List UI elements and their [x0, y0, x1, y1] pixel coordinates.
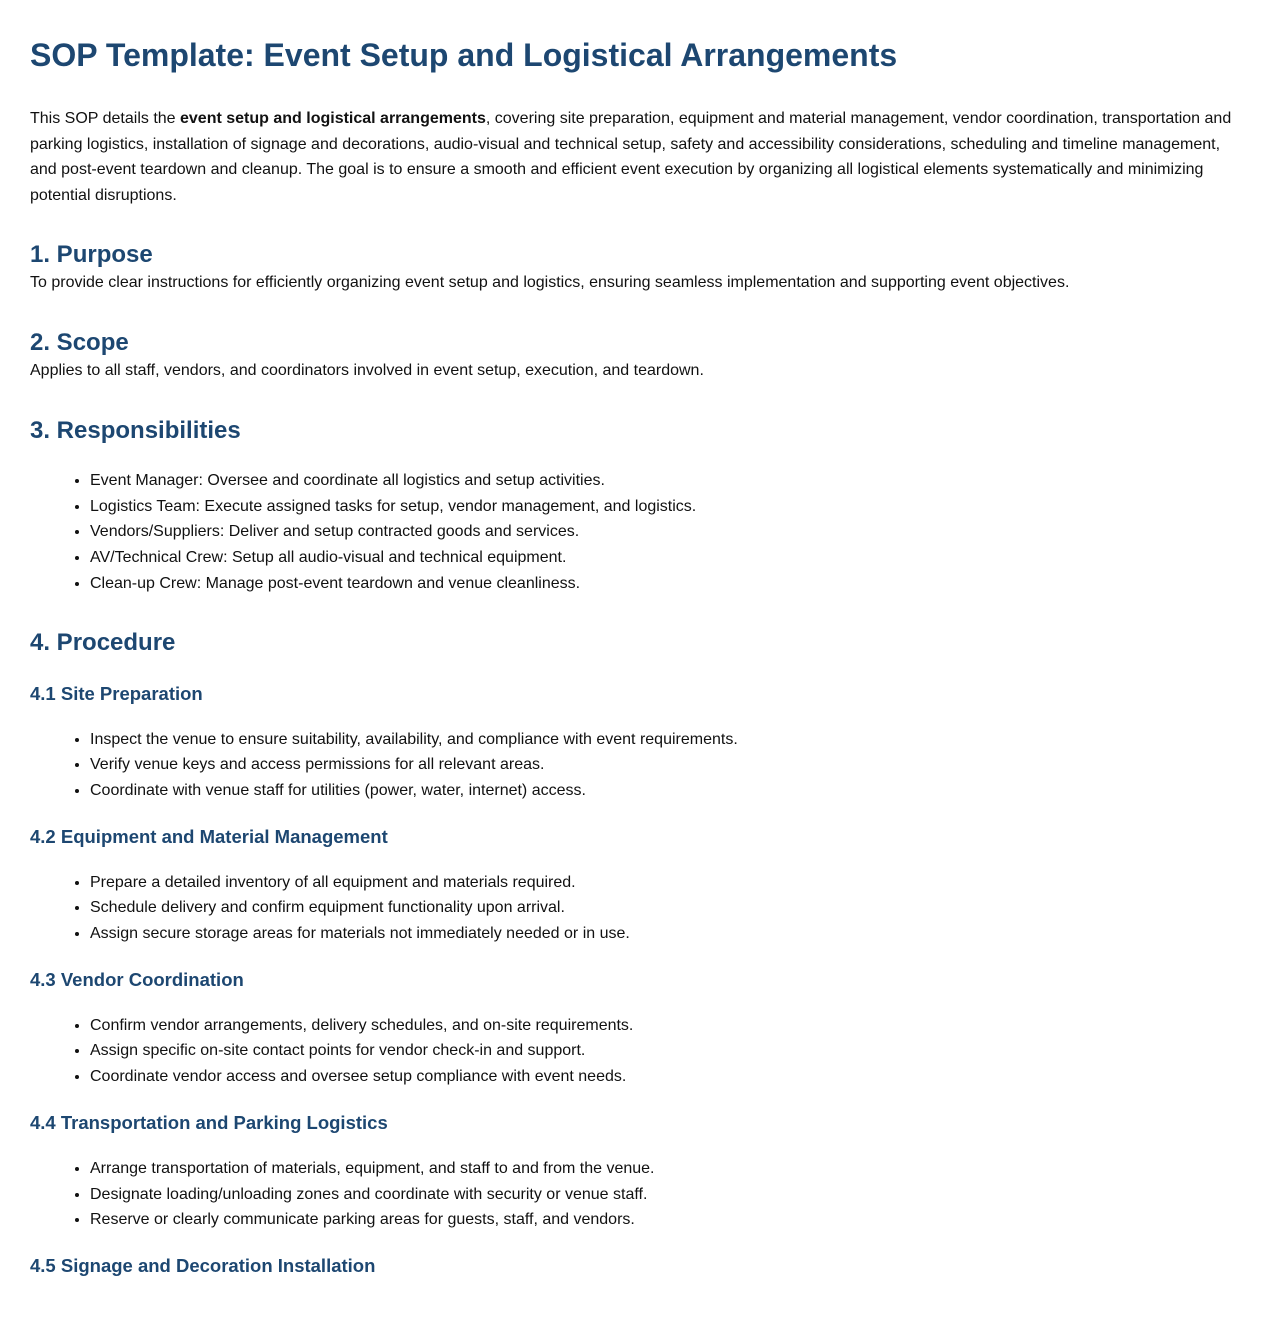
list-item: • Schedule delivery and confirm equipment functionality upon arrival.: [90, 895, 1235, 921]
document-page: [30, 0, 1235, 1299]
procedure-heading: 4. Procedure: [30, 628, 176, 656]
list-item: • Coordinate with venue staff for utilities (power, water, internet) access.: [90, 778, 1235, 804]
site-preparation-list: [30, 727, 1235, 804]
list-item: • Designate loading/unloading zones and coordinate with security or venue staff.: [90, 1182, 1235, 1208]
intro-prefix: This SOP details the: [30, 110, 180, 127]
subsection-heading-site-preparation: 4.1 Site Preparation: [30, 682, 203, 704]
subsection-heading-equipment-material: 4.2 Equipment and Material Management: [30, 825, 388, 847]
transportation-parking-list: [30, 1156, 1235, 1233]
list-item: • Vendors/Suppliers: Deliver and setup contracted goods and services.: [90, 519, 1235, 545]
scope-text: Applies to all staff, vendors, and coordinators involved in event setup, execution, and teardown.: [30, 362, 704, 379]
list-item: • Arrange transportation of materials, equipment, and staff to and from the venue.: [90, 1156, 1235, 1182]
list-item: • Coordinate vendor access and oversee setup compliance with event needs.: [90, 1064, 1235, 1090]
intro-suffix: , covering site preparation, equipment and material management, vendor coordination, transportation and parking logistics, installation of signage and decorations, audio-visual and technical setup, safety and accessibility considerations, scheduling and timeline management, and post-event teardown and cleanup. The goal is to ensure a smooth and efficient event execution by organizing all logistical elements systematically and minimizing potential disruptions.: [30, 110, 1232, 204]
purpose-heading: 1. Purpose: [30, 241, 153, 268]
scope-heading: 2. Scope: [30, 329, 129, 356]
subsection-heading-signage-decoration: 4.5 Signage and Decoration Installation: [30, 1254, 376, 1276]
responsibilities-heading: 3. Responsibilities: [30, 417, 241, 444]
vendor-coordination-list: [30, 1013, 1235, 1090]
list-item: • Clean-up Crew: Manage post-event teardown and venue cleanliness.: [90, 571, 1235, 597]
list-item: • AV/Technical Crew: Setup all audio-visual and technical equipment.: [90, 545, 1235, 571]
list-item: • Logistics Team: Execute assigned tasks for setup, vendor management, and logistics.: [90, 494, 1235, 520]
equipment-material-list: [30, 870, 1235, 947]
list-item: • Reserve or clearly communicate parking areas for guests, staff, and vendors.: [90, 1207, 1235, 1233]
list-item: • Confirm vendor arrangements, delivery schedules, and on-site requirements.: [90, 1013, 1235, 1039]
list-item: • Inspect the venue to ensure suitability, availability, and compliance with event requirements.: [90, 727, 1235, 753]
subsection-heading-transportation-parking: 4.4 Transportation and Parking Logistics: [30, 1111, 388, 1133]
list-item: • Assign secure storage areas for materials not immediately needed or in use.: [90, 921, 1235, 947]
list-item: • Prepare a detailed inventory of all equipment and materials required.: [90, 870, 1235, 896]
intro-paragraph: [30, 106, 1235, 208]
list-item: • Event Manager: Oversee and coordinate all logistics and setup activities.: [90, 468, 1235, 494]
list-item: • Assign specific on-site contact points for vendor check-in and support.: [90, 1038, 1235, 1064]
list-item: • Verify venue keys and access permissions for all relevant areas.: [90, 752, 1235, 778]
responsibilities-list: [30, 468, 1235, 597]
purpose-text: To provide clear instructions for efficiently organizing event setup and logistics, ensuring seamless implementation and supporting event objectives.: [30, 274, 1070, 291]
subsection-heading-vendor-coordination: 4.3 Vendor Coordination: [30, 968, 244, 990]
page-title: SOP Template: Event Setup and Logistical Arrangements: [30, 37, 898, 73]
intro-bold-phrase: event setup and logistical arrangements: [180, 110, 486, 127]
